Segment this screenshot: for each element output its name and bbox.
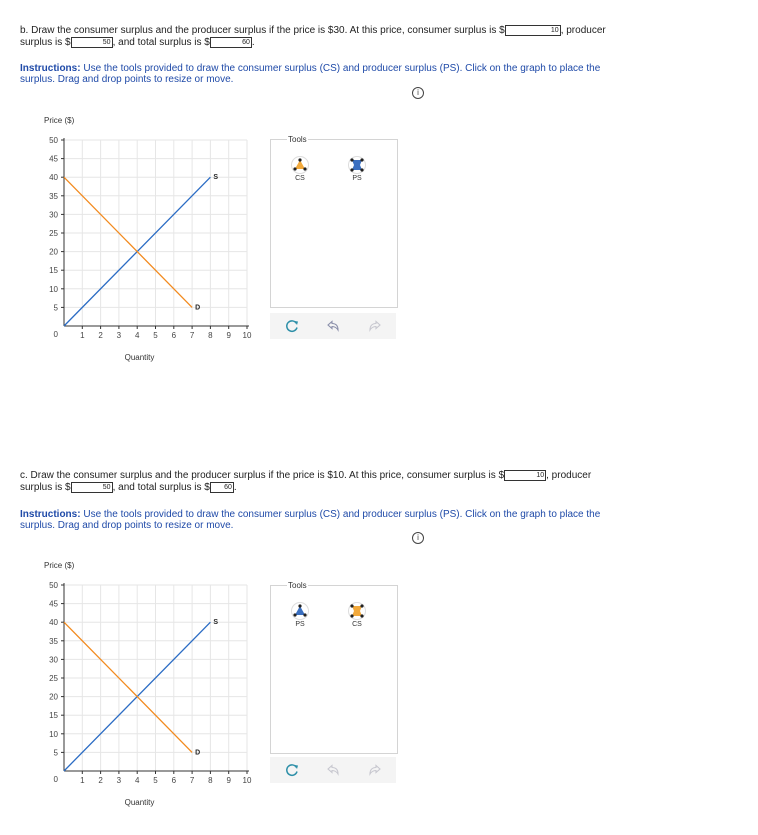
cs-answer-box[interactable]: 10 [505, 25, 561, 36]
cs-triangle-icon [290, 156, 310, 174]
total-surplus-answer-box[interactable]: 60 [210, 37, 252, 48]
y-tick-label: 15 [49, 711, 58, 721]
y-tick-label: 45 [49, 154, 58, 164]
y-axis-title: Price ($) [44, 116, 75, 125]
part-b-action-bar [270, 313, 396, 339]
y-tick-label: 5 [53, 748, 58, 758]
x-tick-label: 6 [171, 776, 177, 785]
part-c-action-bar [270, 757, 396, 783]
part-c-tools-panel [270, 581, 398, 754]
cs-answer-box[interactable]: 10 [504, 470, 546, 481]
curve-label-d: D [195, 749, 201, 757]
x-tick-label: 10 [242, 776, 252, 785]
part-c-question: c. Draw the consumer surplus and the producer surplus if the price is $10. At this price, consumer surplus is $ 10 , producer surplus is $ 50 , and total surplus is $ 60 . [20, 470, 592, 494]
x-tick-label: 8 [208, 331, 213, 340]
y-tick-label: 5 [53, 303, 58, 313]
x-axis-title: Quantity [124, 798, 155, 807]
x-tick-label: 6 [171, 331, 177, 340]
reset-icon[interactable] [284, 318, 300, 334]
y-tick-label: 20 [49, 692, 58, 702]
ps-answer-box[interactable]: 50 [71, 37, 113, 48]
info-icon[interactable]: i [412, 87, 424, 99]
part-b-graph[interactable] [30, 110, 270, 370]
redo-icon[interactable] [367, 762, 383, 778]
x-tick-label: 8 [208, 776, 213, 785]
x-axis-title: Quantity [124, 353, 155, 362]
y-tick-label: 25 [49, 674, 58, 683]
tools-title: Tools [288, 581, 307, 590]
origin-label: 0 [53, 775, 58, 784]
y-tick-label: 10 [49, 729, 58, 739]
x-tick-label: 3 [116, 331, 122, 340]
y-tick-label: 50 [49, 581, 58, 590]
x-tick-label: 4 [134, 776, 140, 785]
origin-label: 0 [53, 330, 58, 339]
y-tick-label: 50 [49, 136, 58, 145]
y-tick-label: 35 [49, 191, 58, 201]
y-tick-label: 20 [49, 247, 58, 257]
x-tick-label: 7 [189, 776, 195, 785]
y-tick-label: 30 [49, 210, 58, 220]
part-c-instructions: Instructions: Use the tools provided to draw the consumer surplus (CS) and producer surplus (PS). Click on the graph to place the surplus. Drag and drop points to resize or move. [20, 509, 601, 531]
ps-quad-icon [347, 156, 367, 174]
cs-tool-button[interactable]: CS [289, 156, 311, 182]
x-tick-label: 2 [98, 331, 103, 340]
tools-title: Tools [288, 135, 307, 144]
ps-tool-button[interactable]: PS [289, 602, 311, 628]
part-b-instructions: Instructions: Use the tools provided to draw the consumer surplus (CS) and producer surplus (PS). Click on the graph to place the surplus. Drag and drop points to resize or move. [20, 63, 601, 85]
redo-icon[interactable] [367, 318, 383, 334]
cs-quad-icon [347, 602, 367, 620]
ps-tool-button[interactable]: PS [346, 156, 368, 182]
part-b-question: b. Draw the consumer surplus and the producer surplus if the price is $30. At this price, consumer surplus is $ 10 , producer surplus is $ 50 , and total surplus is $ 60 . [20, 25, 606, 49]
part-c-graph[interactable] [30, 555, 270, 815]
x-tick-label: 4 [134, 331, 140, 340]
y-axis-title: Price ($) [44, 561, 75, 570]
x-tick-label: 5 [153, 776, 158, 785]
curve-label-d: D [195, 304, 201, 312]
x-tick-label: 5 [153, 331, 158, 340]
total-surplus-answer-box[interactable]: 60 [210, 482, 234, 493]
curve-d [64, 622, 192, 752]
y-tick-label: 25 [49, 229, 58, 238]
cs-tool-button[interactable]: CS [346, 602, 368, 628]
y-tick-label: 10 [49, 284, 58, 294]
y-tick-label: 15 [49, 266, 58, 276]
ps-answer-box[interactable]: 50 [71, 482, 113, 493]
x-tick-label: 9 [226, 331, 231, 340]
x-tick-label: 3 [116, 776, 122, 785]
x-tick-label: 2 [98, 776, 103, 785]
x-tick-label: 10 [242, 331, 252, 340]
curve-label-s: S [213, 174, 219, 182]
x-tick-label: 7 [189, 331, 195, 340]
y-tick-label: 40 [49, 173, 58, 183]
y-tick-label: 40 [49, 618, 58, 628]
reset-icon[interactable] [284, 762, 300, 778]
y-tick-label: 35 [49, 636, 58, 646]
info-icon[interactable]: i [412, 532, 424, 544]
part-b-tools-panel [270, 135, 398, 308]
curve-d [64, 177, 192, 307]
curve-label-s: S [213, 619, 219, 627]
ps-triangle-icon [290, 602, 310, 620]
x-tick-label: 1 [80, 331, 85, 340]
undo-icon[interactable] [325, 318, 341, 334]
x-tick-label: 9 [226, 776, 231, 785]
x-tick-label: 1 [80, 776, 85, 785]
y-tick-label: 45 [49, 599, 58, 609]
undo-icon[interactable] [325, 762, 341, 778]
y-tick-label: 30 [49, 655, 58, 665]
